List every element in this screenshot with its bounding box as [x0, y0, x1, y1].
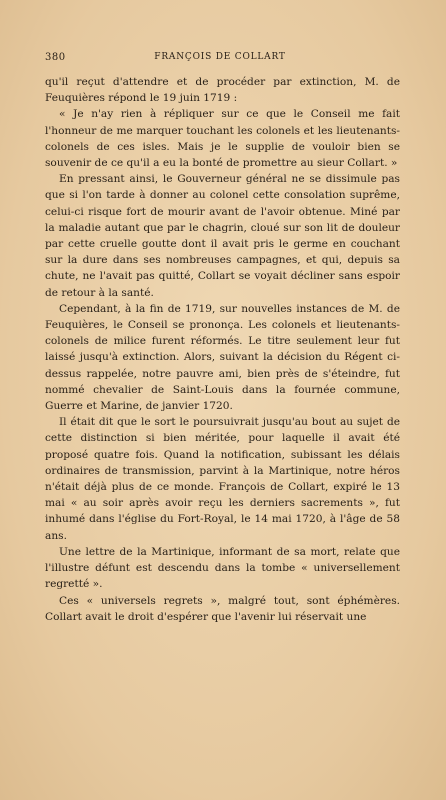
body-text — [45, 74, 400, 625]
paragraph: Une lettre de la Martinique, informant de sa mort, relate que l'illustre défunt est descendu dans la tombe « universellement regretté ». — [45, 545, 400, 591]
paragraph: qu'il reçut d'attendre et de procéder par extinction, M. de Feuquières répond le 19 juin 1719 : — [45, 76, 400, 105]
paragraph: En pressant ainsi, le Gouverneur général ne se dissimule pas que si l'on tarde à donner au colonel cette consolation suprême, celui-ci risque fort de mourir avant de l'avoir obtenue. Miné par la maladie autant que par le chagrin, cloué sur son lit de douleur par cette cruelle goutte dont il avait pris le germe en couchant sur la dure dans ses nombreuses campagnes, et qui, depuis sa chute, ne l'avait pas quitté, Collart se voyait décliner sans espoir de retour à la santé. — [45, 173, 400, 299]
paragraph: Ces « universels regrets », malgré tout, sont éphémères. Collart avait le droit d'espérer que l'avenir lui réservait une — [45, 594, 400, 623]
running-title: FRANÇOIS DE COLLART — [154, 52, 286, 62]
paragraph: Cependant, à la fin de 1719, sur nouvelles instances de M. de Feuquières, le Conseil se prononça. Les colonels et lieutenants-colonels de milice furent réformés. Le titre seulement leur fut laissé jusqu'à extinction. Alors, suivant la décision du Régent ci-dessus rappelée, notre pauvre ami, bien près de s'éteindre, fut nommé chevalier de Saint-Louis dans la fournée commune, Guerre et Marine, de janvier 1720. — [45, 302, 400, 413]
paragraph: Il était dit que le sort le poursuivrait jusqu'au bout au sujet de cette distinction si bien méritée, pour laquelle il avait été proposé quatre fois. Quand la notification, subissant les délais ordinaires de transmission, parvint à la Martinique, notre héros n'était déjà plus de ce monde. François de Collart, expiré le 13 mai « au soir après avoir reçu les derniers sacrements », fut inhumé dans l'église du Fort-Royal, le 14 mai 1720, à l'âge de 58 ans. — [45, 416, 400, 542]
running-header — [45, 52, 395, 66]
quoted-letter: « Je n'ay rien à répliquer sur ce que le Conseil me fait l'honneur de me marquer touchant les colonels et les lieutenants-colonels de ces isles. Mais je le supplie de vouloir bien se souvenir de ce qu'il a eu la bonté de promettre au sieur Collart. » — [45, 108, 400, 170]
page-number: 380 — [45, 52, 66, 63]
